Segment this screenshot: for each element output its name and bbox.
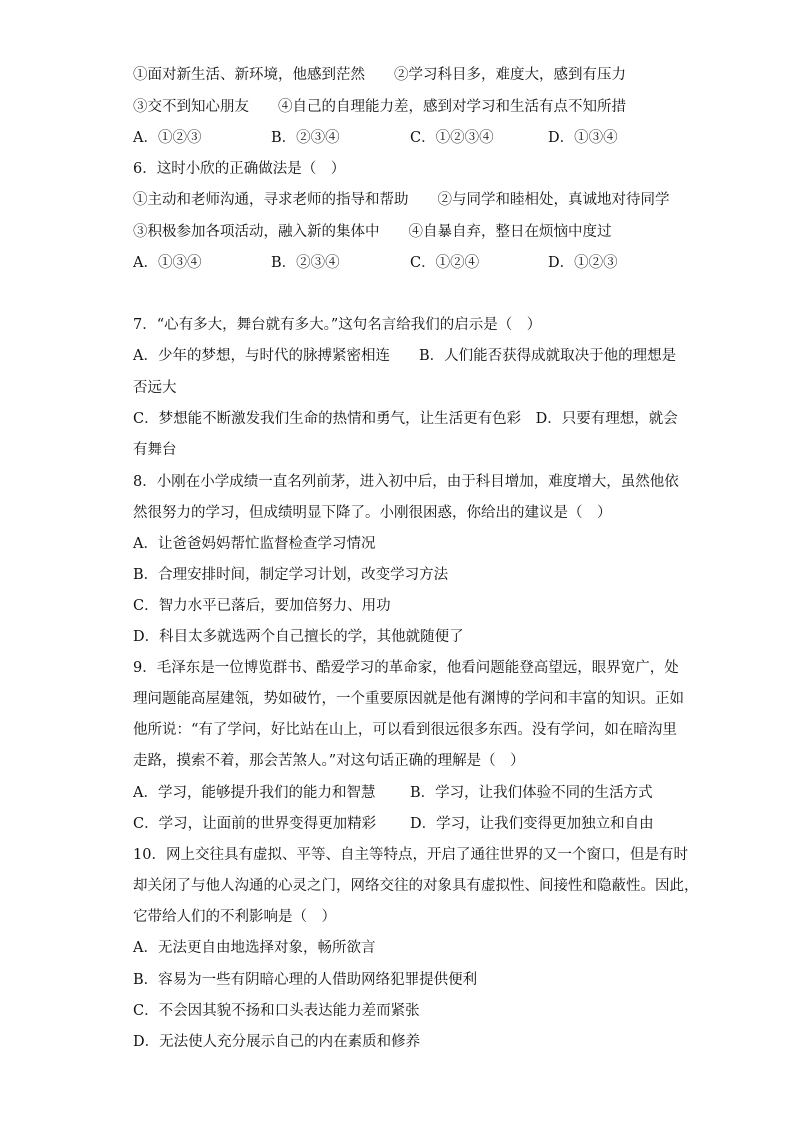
q6-option-d[interactable]: D．①②③ [548,255,618,271]
q8-stem-line-2: 然很努力的学习，但成绩明显下降了。小刚很困惑，你给出的建议是（ ） [133,505,612,521]
q9-option-b[interactable]: B．学习，让我们体验不同的生活方式 [410,785,653,801]
q9-options-row-2 [133,814,673,834]
q10-option-a[interactable]: A．无法更自由地选择对象，畅所欲言 [133,940,376,956]
q5-statement-line-1: ①面对新生活、新环境，他感到茫然 ②学习科目多，难度大，感到有压力 [133,67,626,83]
q5-option-d[interactable]: D．①③④ [548,130,618,146]
q6-statement-line-2: ③积极参加各项活动，融入新的集体中 ④自暴自弃，整日在烦恼中度过 [133,224,612,240]
q7-options-cd-line-1[interactable]: C．梦想能不断激发我们生命的热情和勇气，让生活更有色彩 D．只要有理想，就会 [133,411,678,427]
q10-stem-line-2: 却关闭了与他人沟通的心灵之门，网络交往的对象具有虚拟性、间接性和隐蔽性。因此， [133,878,699,894]
q10-option-d[interactable]: D．无法使人充分展示自己的内在素质和修养 [133,1034,421,1050]
q5-option-b[interactable]: B．②③④ [271,130,340,146]
q10-option-c[interactable]: C．不会因其貌不扬和口头表达能力差而紧张 [133,1003,420,1019]
q6-options [133,253,673,273]
q9-options-row-1 [133,783,673,803]
q7-options-ab-line-2: 否远大 [133,380,177,396]
q6-stem: 6．这时小欣的正确做法是（ ） [133,161,346,177]
q8-option-b[interactable]: B．合理安排时间，制定学习计划，改变学习方法 [133,567,449,583]
q10-option-b[interactable]: B．容易为一些有阴暗心理的人借助网络犯罪提供便利 [133,972,478,988]
q5-option-a[interactable]: A．①②③ [133,130,202,146]
q5-options [133,128,673,148]
q7-options-ab-line-1[interactable]: A．少年的梦想，与时代的脉搏紧密相连 B．人们能否获得成就取决于他的理想是 [133,348,677,364]
q9-option-d[interactable]: D．学习，让我们变得更加独立和自由 [410,816,654,832]
q9-stem-line-1: 9．毛泽东是一位博览群书、酷爱学习的革命家，他看问题能登高望远，眼界宽广，处 [133,660,679,676]
q7-options-cd-line-2: 有舞台 [133,442,177,458]
q6-option-a[interactable]: A．①③④ [133,255,202,271]
q8-option-d[interactable]: D．科目太多就选两个自己擅长的学，其他就随便了 [133,629,464,645]
q9-stem-line-3: 他所说：“有了学问，好比站在山上，可以看到很远很多东西。没有学问，如在暗沟里 [133,722,677,738]
q9-stem-line-4: 走路，摸索不着，那会苦煞人。”对这句话正确的理解是（ ） [133,753,525,769]
q10-stem-line-1: 10．网上交往具有虚拟、平等、自主等特点，开启了通往世界的又一个窗口，但是有时 [133,847,688,863]
q9-stem-line-2: 理问题能高屋建瓴，势如破竹，一个重要原因就是他有渊博的学问和丰富的知识。正如 [133,691,684,707]
q6-statement-line-1: ①主动和老师沟通，寻求老师的指导和帮助 ②与同学和睦相处，真诚地对待同学 [133,192,670,208]
q7-stem: 7．“心有多大，舞台就有多大。”这句名言给我们的启示是（ ） [133,317,542,333]
q6-option-b[interactable]: B．②③④ [271,255,340,271]
q8-stem-line-1: 8．小刚在小学成绩一直名列前茅，进入初中后，由于科目增加，难度增大，虽然他依 [133,474,679,490]
q9-option-c[interactable]: C．学习，让面前的世界变得更加精彩 [133,816,377,832]
q6-option-c[interactable]: C．①②④ [410,255,480,271]
q5-statement-line-2: ③交不到知心朋友 ④自己的自理能力差，感到对学习和生活有点不知所措 [133,99,626,115]
q9-option-a[interactable]: A．学习，能够提升我们的能力和智慧 [133,785,376,801]
q8-option-a[interactable]: A．让爸爸妈妈帮忙监督检查学习情况 [133,536,376,552]
q10-stem-line-3: 它带给人们的不利影响是（ ） [133,909,336,925]
q8-option-c[interactable]: C．智力水平已落后，要加倍努力、用功 [133,598,391,614]
q5-option-c[interactable]: C．①②③④ [410,130,494,146]
